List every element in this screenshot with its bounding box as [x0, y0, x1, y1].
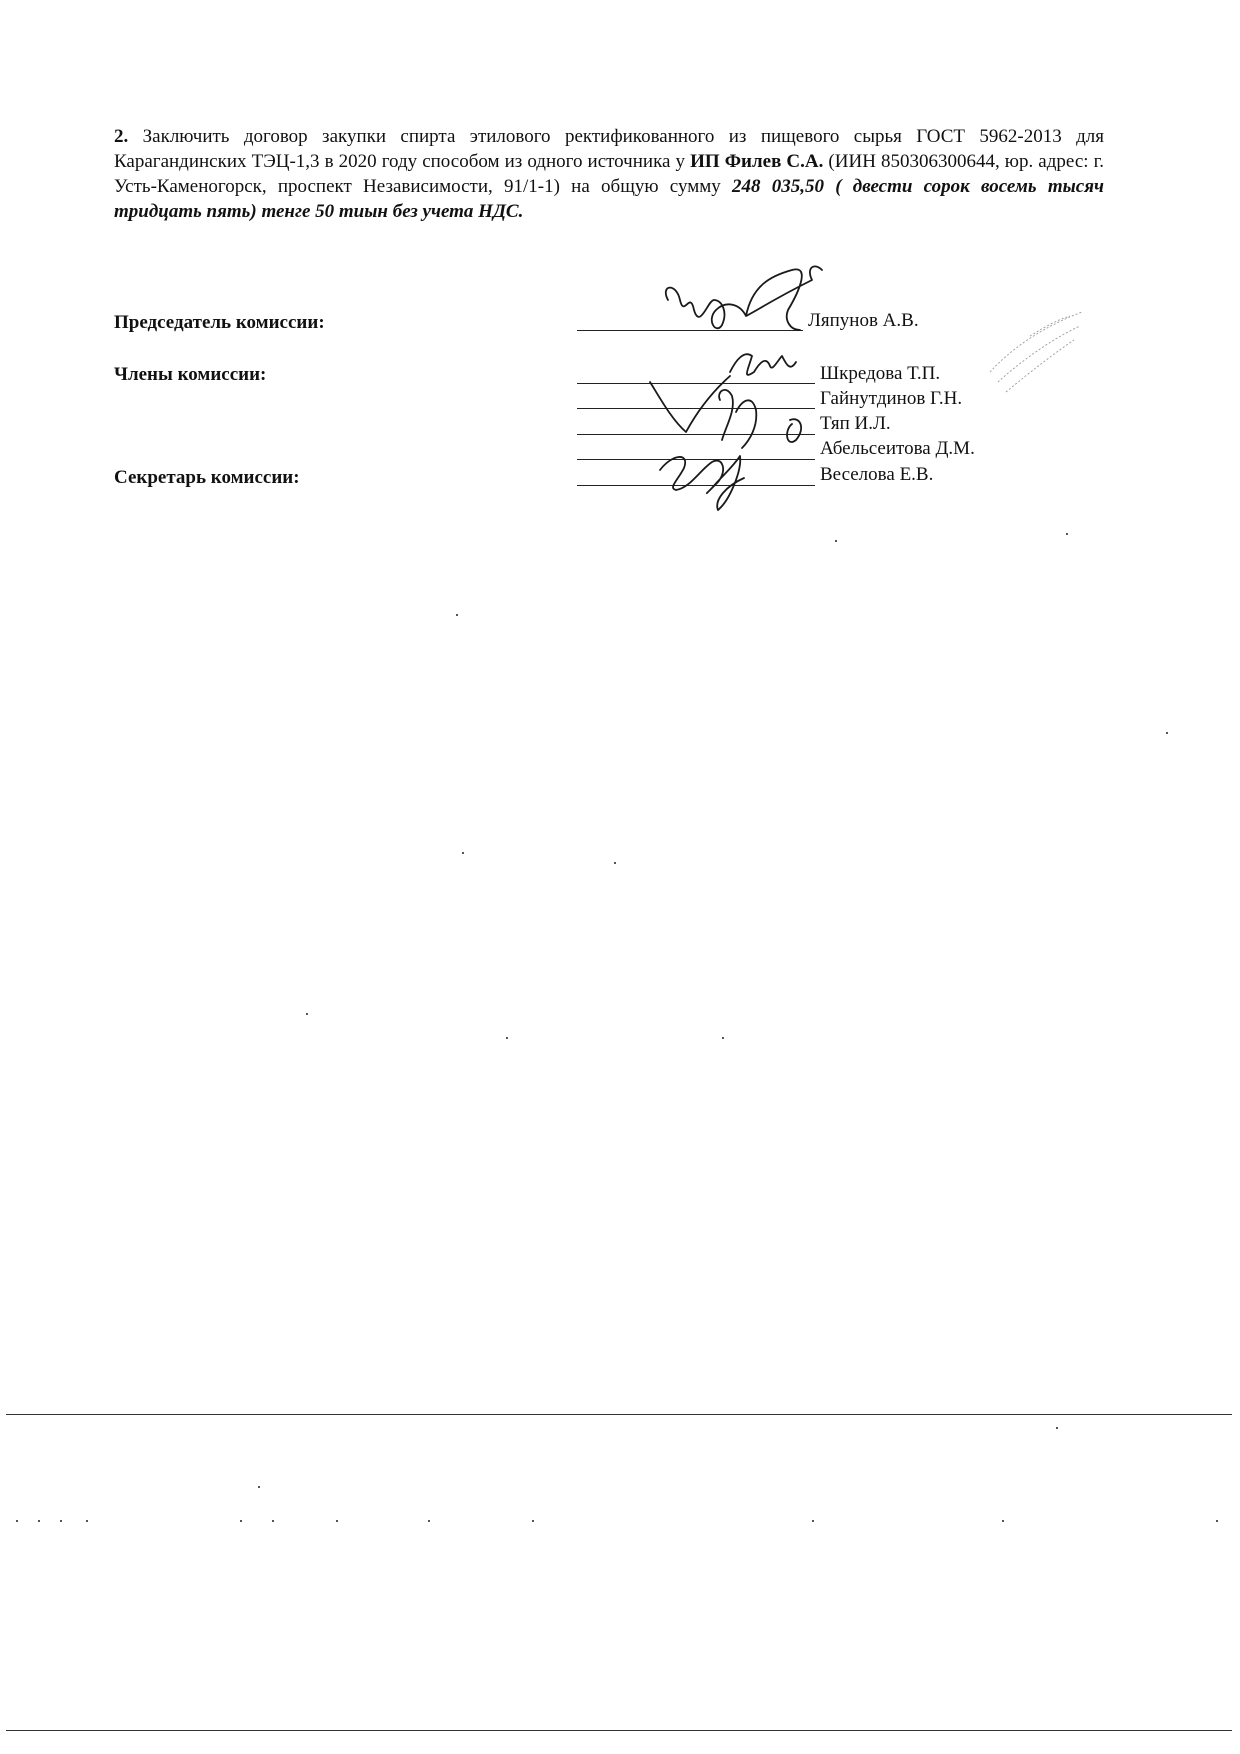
scan-speck: [336, 1520, 338, 1522]
scan-speck: [428, 1520, 430, 1522]
bottom-rule-lower: [6, 1730, 1232, 1731]
member-name-4: Абельсеитова Д.М.: [820, 438, 975, 459]
signature-member-1-mark: [730, 354, 796, 375]
bottom-rule-upper: [6, 1414, 1232, 1415]
scan-speck: [835, 540, 837, 542]
signature-chairman-mark: [666, 266, 822, 330]
scan-speck: [60, 1520, 62, 1522]
scan-speck: [462, 852, 464, 854]
scan-speck: [1002, 1520, 1004, 1522]
member-name-1: Шкредова Т.П.: [820, 363, 941, 384]
member-name-3: Тяп И.Л.: [820, 413, 891, 434]
chairman-name: Ляпунов А.В.: [808, 310, 919, 331]
scan-speck: [1166, 732, 1168, 734]
scan-speck: [722, 1037, 724, 1039]
scan-speck: [506, 1037, 508, 1039]
scan-speck: [532, 1520, 534, 1522]
scan-speck: [86, 1520, 88, 1522]
signature-members-check-mark: [650, 376, 801, 448]
contract-amount: 248 035,50 ( двести сорок восемь тысяч тридцать пять) тенге 50 тиын без учета НДС.: [114, 176, 1104, 222]
scan-speck: [38, 1520, 40, 1522]
scan-speck: [1066, 533, 1068, 535]
scan-speck: [258, 1486, 260, 1488]
faint-stamp-mark: [990, 312, 1082, 392]
scan-speck: [456, 614, 458, 616]
scan-speck: [614, 862, 616, 864]
members-label: Члены комиссии:: [114, 364, 267, 385]
scan-speck: [16, 1520, 18, 1522]
item-number: 2.: [114, 126, 129, 147]
supplier-name: ИП Филев С.А.: [690, 151, 824, 172]
signature-secretary-mark: [660, 456, 744, 510]
scan-speck: [272, 1520, 274, 1522]
chairman-label: Председатель комиссии:: [114, 312, 325, 333]
secretary-name: Веселова Е.В.: [820, 464, 934, 485]
scan-speck: [306, 1013, 308, 1015]
scan-speck: [812, 1520, 814, 1522]
secretary-label: Секретарь комиссии:: [114, 467, 300, 488]
scan-speck: [1216, 1520, 1218, 1522]
scan-speck: [1056, 1427, 1058, 1429]
paragraph-text-1: Заключить договор закупки спирта этилового ректификованного из пищевого сырья ГОСТ 5962-2013 для Карагандинских ТЭЦ-1,3 в 2020 году способом из одного источника у: [114, 126, 1104, 172]
paragraph-text-2: (ИИН 850306300644, юр. адрес: г. Усть-Каменогорск, проспект Независимости, 91/1-1) на общую сумму: [114, 151, 1104, 197]
scan-speck: [240, 1520, 242, 1522]
member-name-2: Гайнутдинов Г.Н.: [820, 388, 963, 409]
